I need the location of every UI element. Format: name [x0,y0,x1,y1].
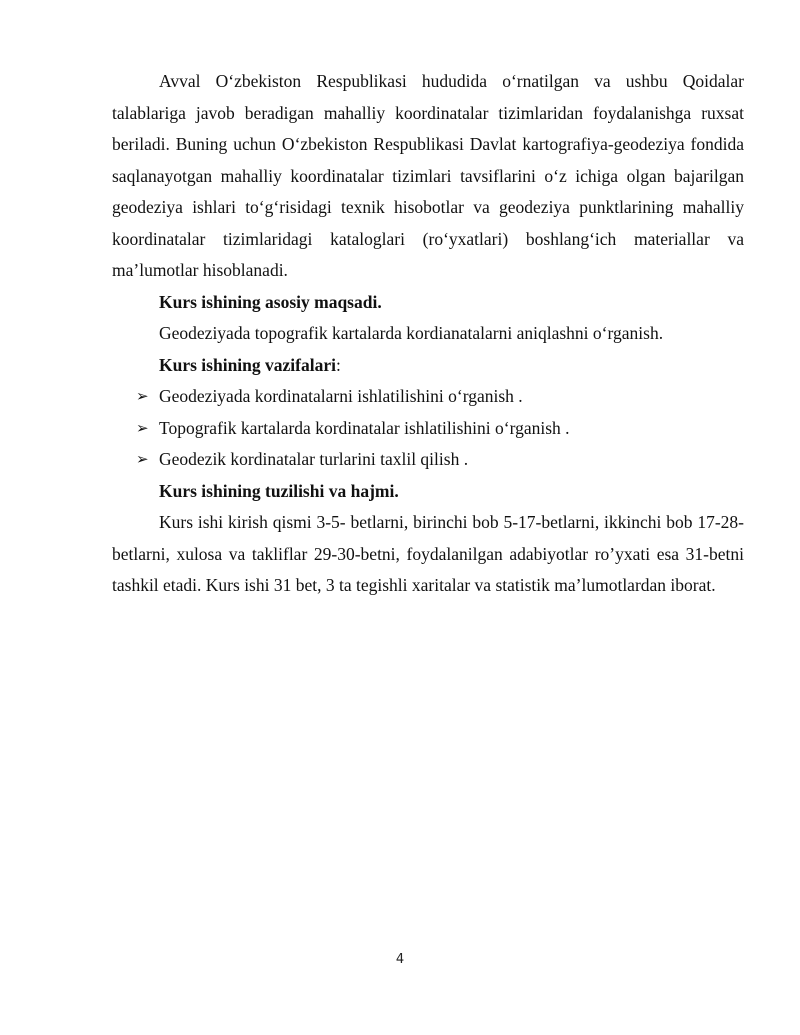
tasks-heading [112,350,744,382]
list-item [112,381,744,413]
arrow-bullet-icon: ➢ [136,387,149,405]
list-item [112,413,744,445]
tasks-heading-text: Kurs ishining vazifalari [159,354,336,375]
arrow-bullet-icon: ➢ [136,418,149,437]
tasks-heading-colon: : [335,354,341,375]
structure-heading: Kurs ishining tuzilishi va hajmi. [159,480,399,501]
task-text: Geodeziyada kordinatalarni ishlatilishini o‘rganish . [159,386,523,406]
page-number: 4 [395,952,405,967]
tasks-list [112,381,744,476]
arrow-bullet-icon: ➢ [136,450,149,468]
goal-text: Geodeziyada topografik kartalarda kordianatalarni aniqlashni o‘rganish. [159,323,664,343]
task-text: Topografik kartalarda kordinatalar ishlatilishini o‘rganish . [159,417,570,438]
list-item [112,444,744,476]
intro-paragraph: Avval O‘zbekiston Respublikasi hududida o‘rnatilgan va ushbu Qoidalar talablariga javob beradigan mahalliy koordinatalar tizimlaridan foydalanishga ruxsat beriladi. Buning uchun O‘zbekiston Respublikasi Davlat kartografiya-geodeziya fondida saqlanayotgan mahalliy koordinatalar tizimlari tavsiflarini o‘z ichiga olgan bajarilgan geodeziya ishlari to‘g‘risidagi texnik hisobotlar va geodeziya punktlarining mahalliy koordinatalar tizimlaridagi kataloglari (ro‘yxatlari) boshlang‘ich materiallar va ma’lumotlar hisoblanadi. [112,71,744,280]
goal-heading: Kurs ishining asosiy maqsadi. [159,291,382,312]
document-page [112,66,744,602]
task-text: Geodezik kordinatalar turlarini taxlil qilish . [159,449,469,469]
structure-text: Kurs ishi kirish qismi 3-5- betlarni, birinchi bob 5-17-betlarni, ikkinchi bob 17-28-betlarni, xulosa va takliflar 29-30-betni, foydalanilgan adabiyotlar ro’yxati esa 31-betni tashkil etadi. Kurs ishi 31 bet, 3 ta tegishli xaritalar va statistik ma’lumotlardan iborat. [112,512,744,595]
